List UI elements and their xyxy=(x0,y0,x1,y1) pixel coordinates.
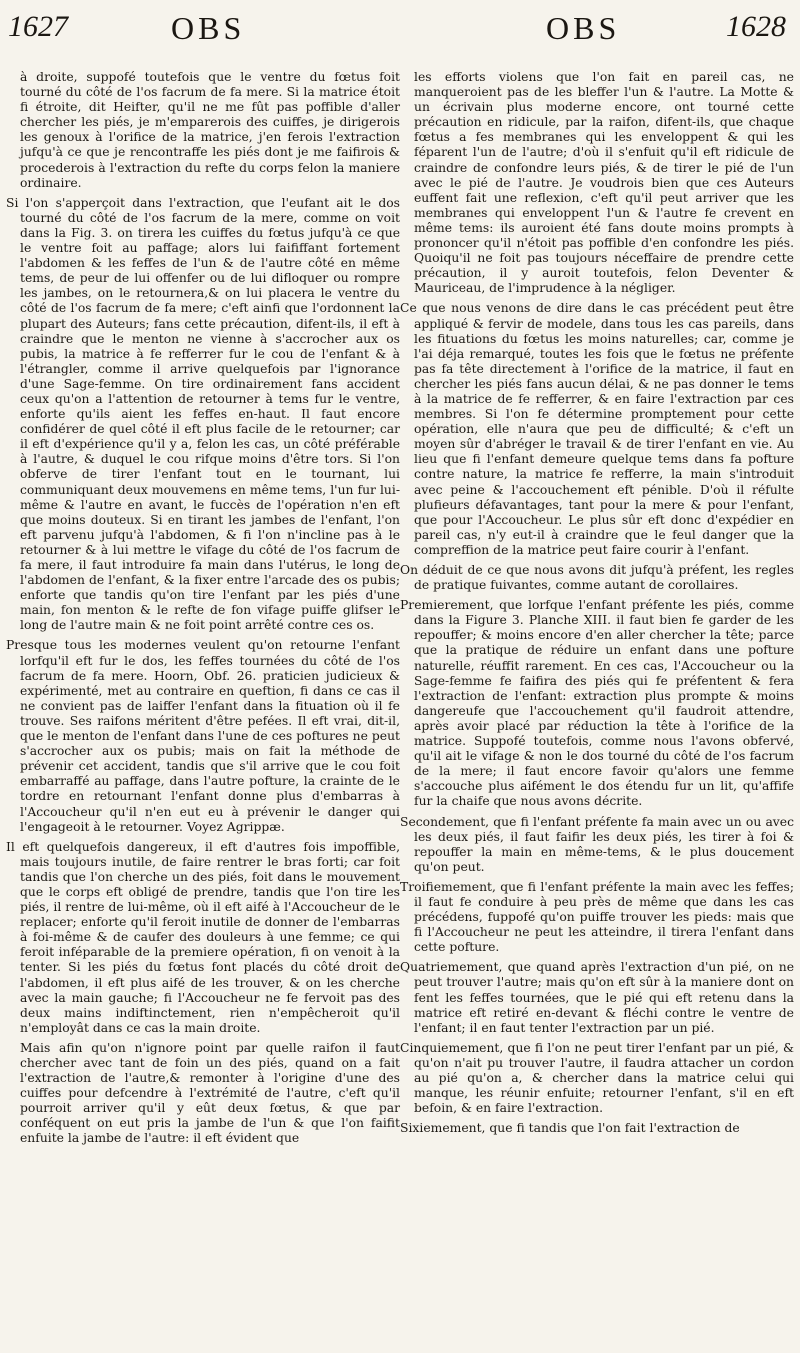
paragraph: Sixiemement, que fi tandis que l'on fait l'extraction de xyxy=(400,1121,740,1136)
running-head-left: OBS xyxy=(171,10,246,46)
paragraph: Presque tous les modernes veulent qu'on retourne l'enfant lorfqu'il eft fur le dos, les feffes tournées du côté de l'os facrum de fa mere. Hoorn, Obf. 26. praticien judicieux & expérimenté, met au contraire en queftion, fi dans ce cas il ne convient pas de laiffer l'enfant dans la fituation où il fe trouve. Ses raifons méritent d'être pefées. Il eft vrai, dit-il, que le menton de l'enfant dans l'une de ces poftures ne peut s'accrocher aux os pubis; mais on fait la méthode de prévenir cet accident, tandis que s'il arrive que le cou foit embarraffé au paffage, dans l'autre pofture, la crainte de le tordre en retournant l'enfant donne plus d'embarras à l'Accoucheur qu'il n'en eut eu à prévenir le danger qui l'engageoit à le retourner. Voyez Agrippæ. xyxy=(6,638,400,834)
paragraph: Ce que nous venons de dire dans le cas précédent peut être appliqué & fervir de modele, dans tous les cas pareils, dans les fituations du fœtus les moins naturelles; car, comme je l'ai déja remarqué, toutes les fois que le fœtus ne préfente pas fa tête directement à l'orifice de la matrice, il faut en chercher les piés fans aucun délai, & ne pas donner le tems à la matrice de fe refferrer, & en faire l'extraction par ces membres. Si l'on fe détermine promptement pour cette opération, elle n'aura que peu de difficulté; & c'eft un moyen sûr d'abréger le travail & de tirer l'enfant en vie. Au lieu que fi l'enfant demeure quelque tems dans fa pofture contre nature, la matrice fe refferre, la main s'introduit avec peine & l'accouchement eft pénible. D'où il réfulte plufieurs défavantages, tant pour la mere & pour l'enfant, que pour l'Accoucheur. Le plus sûr eft donc d'expédier en pareil cas, n'y eut-il à craindre que le feul danger que la compreffion de la matrice peut faire courir à l'enfant. xyxy=(400,301,794,557)
right-column xyxy=(400,70,794,1152)
paragraph: Si l'on s'apperçoit dans l'extraction, que l'eufant ait le dos tourné du côté de l'os facrum de la mere, comme on voit dans la Fig. 3. on tirera les cuiffes du fœtus jufqu'à ce que le ventre foit au paffage; alors lui faififfant fortement l'abdomen & les feffes de l'un & de l'autre côté en même tems, de peur de lui offenfer ou de lui difloquer ou rompre les jambes, on le retournera,& on lui placera le ventre du côté de l'os facrum de fa mere; c'eft ainfi que l'ordonnent la plupart des Auteurs; fans cette précaution, difent-ils, il eft à craindre que le menton ne vienne à s'accrocher aux os pubis, la matrice à fe refferrer fur le cou de l'enfant & à l'étrangler, comme il arrive quelquefois par l'ignorance d'une Sage-femme. On tire ordinairement fans accident ceux qu'on a l'attention de retourner à tems fur le ventre, enforte qu'ils aient les feffes en-haut. Il faut encore confidérer de quel côté il eft plus facile de le retourner; car il eft d'expérience qu'il y a, felon les cas, un côté préférable à l'autre, & duquel le cou rifque moins d'être tors. Si l'on obferve de tirer l'enfant tout en le tournant, lui communiquant deux mouvemens en même tems, l'un fur lui-même & l'autre en avant, le fuccès de l'opération n'en eft que moins douteux. Si en tirant les jambes de l'enfant, l'on eft parvenu jufqu'à l'abdomen, & fi l'on n'incline pas à le retourner & à lui mettre le vifage du côté de l'os facrum de fa mere, il faut introduire fa main dans l'utérus, le long de l'abdomen de l'enfant, & la fixer entre l'arcade des os pubis; enforte que tandis qu'on tire l'enfant par les piés d'une main, fon menton & le refte de fon vifage puiffe glifser le long de l'autre main & ne foit point arrêté contre ces os. xyxy=(6,195,400,633)
paragraph: On déduit de ce que nous avons dit jufqu'à préfent, les regles de pratique fuivantes, comme autant de corollaires. xyxy=(400,563,794,593)
running-header xyxy=(6,8,794,70)
paragraph: Quatriemement, que quand après l'extraction d'un pié, on ne peut trouver l'autre; mais qu'on eft sûr à la maniere dont on fent les feffes tournées, que le pié qui eft retenu dans la matrice eft retiré en-devant & fléchi contre le ventre de l'enfant; il en faut tenter l'extraction par un pié. xyxy=(400,960,794,1035)
text-columns xyxy=(6,70,794,1152)
paragraph: les efforts violens que l'on fait en pareil cas, ne manqueroient pas de les bleffer l'un & l'autre. La Motte & un écrivain plus moderne encore, ont tourné cette précaution en ridicule, par la raifon, difent-ils, que chaque fœtus a fes membranes qui les enveloppent & qui les féparent l'un de l'autre; d'où il s'enfuit qu'il eft ridicule de craindre de confondre leurs piés, & de tirer le pié de l'un avec le pié de l'autre. Je voudrois bien que ces Auteurs euffent fait une reflexion, c'eft qu'il peut arriver que les membranes qui enveloppent l'un & l'autre fe crevent en même tems: ils auroient été fans doute moins prompts à prononcer qu'il n'étoit pas poffible d'en confondre les piés. Quoiqu'il ne foit pas toujours néceffaire de prendre cette précaution, il y auroit toutefois, felon Deventer & Mauriceau, de l'imprudence à la négliger. xyxy=(414,70,794,296)
paragraph: Cinquiemement, que fi l'on ne peut tirer l'enfant par un pié, & qu'on n'ait pu trouver l'autre, il faudra attacher un cordon au pié qu'on a, & chercher dans la matrice celui qui manque, les réunir enfuite; retourner l'enfant, s'il en eft befoin, & en faire l'extraction. xyxy=(400,1040,794,1116)
paragraph: à droite, suppofé toutefois que le ventre du fœtus foit tourné du côté de l'os facrum de fa mere. Si la matrice étoit fi étroite, dit Heifter, qu'il ne me fût pas poffible d'aller chercher les piés, je m'emparerois des cuiffes, je dirigerois les genoux à l'orifice de la matrice, j'en ferois l'extraction jufqu'à ce que je rencontraffe les piés dont je me faifirois & procederois à l'extraction du refte du corps felon la maniere ordinaire. xyxy=(20,70,400,190)
paragraph: Mais afin qu'on n'ignore point par quelle raifon il faut chercher avec tant de foin un des piés, quand on a fait l'extraction de l'autre,& remonter à l'origine d'une des cuiffes pour defcendre à l'extrémité de l'autre, c'eft qu'il pourroit arriver qu'il y eût deux fœtus, & que par conféquent on eut pris la jambe de l'un & que l'on faifit enfuite la jambe de l'autre: il eft évident que xyxy=(20,1040,400,1146)
paragraph: Troifiemement, que fi l'enfant préfente la main avec les feffes; il faut fe conduire à peu près de même que dans les cas précédens, fuppofé qu'on puiffe trouver les pieds: mais que fi l'Accoucheur ne peut les atteindre, il tirera l'enfant dans cette pofture. xyxy=(400,879,794,955)
running-head-right: OBS xyxy=(546,10,621,46)
paragraph: Secondement, que fi l'enfant préfente fa main avec un ou avec les deux piés, il faut faifir les deux piés, les tirer à foi & repouffer la main en même-tems, & le plus doucement qu'on peut. xyxy=(400,814,794,874)
page-number-right: 1628 xyxy=(726,10,786,43)
page-number-left: 1627 xyxy=(8,10,68,43)
left-column xyxy=(6,70,400,1152)
paragraph: Premierement, que lorfque l'enfant préfente les piés, comme dans la Figure 3. Planche XIII. il faut bien fe garder de les repouffer; & moins encore d'en aller chercher la tête; parce que la pratique de réduire un enfant dans une pofture naturelle, réuffit rarement. En ces cas, l'Accoucheur ou la Sage-femme fe faifira des piés qui fe préfentent & fera l'extraction de l'enfant: extraction plus prompte & moins dangereufe que l'accouchement qu'il faudroit attendre, après avoir placé par réduction la tête à l'orifice de la matrice. Suppofé toutefois, comme nous l'avons obfervé, qu'il ait le vifage & non le dos tourné du côté de l'os facrum de la mere; il faut encore favoir qu'alors une femme s'accouche plus aifément le dos étendu fur un lit, qu'affife fur la chaife que nous avons décrite. xyxy=(400,598,794,809)
paragraph: Il eft quelquefois dangereux, il eft d'autres fois impoffible, mais toujours inutile, de faire rentrer le bras forti; car foit tandis que l'on cherche un des piés, foit dans le mouvement que le corps eft obligé de prendre, tandis que l'on tire les piés, il rentre de lui-même, où il eft aifé à l'Accoucheur de le replacer; enforte qu'il feroit inutile de donner de l'embarras à foi-même & de caufer des douleurs à une femme; ce qui feroit inféparable de la premiere opération, fi on venoit à la tenter. Si les piés du fœtus font placés du côté droit de l'abdomen, il eft plus aifé de les trouver, & on les cherche avec la main gauche; fi l'Accoucheur ne fe fervoit pas des deux mains indiftinctement, rien n'empêcheroit qu'il n'employât dans ce cas la main droite. xyxy=(6,839,400,1035)
